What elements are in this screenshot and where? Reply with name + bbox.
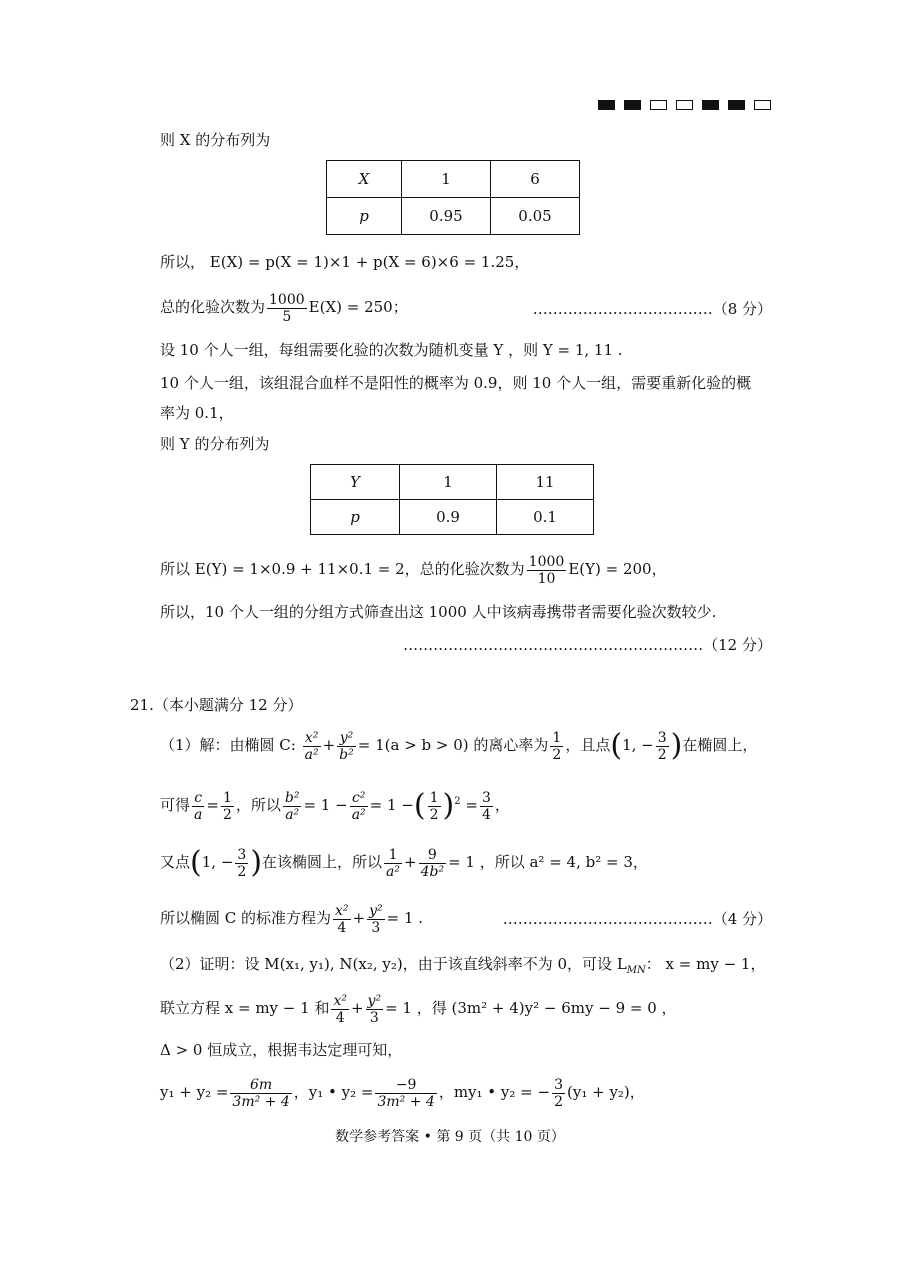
leader-dots: ……………………………………………………: [403, 636, 704, 654]
denominator: 10: [537, 570, 556, 587]
x-expectation: 所以， E(X) = p(X = 1)×1 + p(X = 6)×6 = 1.25，: [160, 253, 530, 271]
marker-filled: [624, 100, 641, 110]
q21-part1-standard-equation: 所以椭圆 C 的标准方程为 $\frac{\text{x²}}{4}$ + $\frac{\text{y²}}{3}$ = 1 .: [160, 902, 424, 936]
fraction-three-halves: $\frac{3}{2}$: [657, 729, 667, 763]
y-prob-line1: 10 个人一组，该组混合血样不是阳性的概率为 0.9，则 10 个人一组，需要重新化验的概: [160, 374, 752, 392]
text: ，y₁ • y₂ =: [293, 1083, 374, 1101]
table-value: 6: [491, 161, 580, 198]
y-expectation-line: [160, 552, 667, 587]
fraction-6m: [230, 1077, 291, 1110]
table-p-label: p: [327, 198, 402, 235]
numerator: 6m: [230, 1077, 291, 1094]
text: ，: [494, 796, 510, 814]
fraction-one-half: $\frac{1}{2}$: [552, 729, 562, 763]
denominator: 3m² + 4: [377, 1093, 435, 1110]
fraction-one-half: $\frac{1}{2}$: [429, 789, 439, 823]
text: = 1(a > b > 0) 的离心率为: [357, 736, 549, 754]
text: 又点: [160, 853, 191, 871]
score-4: [503, 908, 772, 929]
text: (y₁ + y₂)，: [567, 1083, 645, 1101]
table-prob: 0.05: [491, 198, 580, 235]
table-prob: 0.95: [402, 198, 491, 235]
x-total-line: [160, 290, 408, 325]
page-footer: 数学参考答案 • 第 9 页（共 10 页）: [335, 1129, 565, 1145]
fraction-c2-a2: $\frac{\text{c²}}{\text{a²}}$: [351, 789, 366, 823]
numerator: −9: [375, 1077, 436, 1094]
text: =: [206, 796, 219, 814]
table-var-label: Y: [311, 465, 400, 500]
q21-part2-system: 联立方程 x = my − 1 和 $\frac{\text{x²}}{4}$ + $\frac{\text{y²}}{3}$ = 1 ，得 (3m² + 4)y² − 6my − 9 = 0 ，: [160, 992, 677, 1026]
text: 联立方程 x = my − 1 和: [160, 999, 330, 1017]
x-distribution-intro: 则 X 的分布列为: [160, 131, 271, 149]
fraction: [527, 554, 567, 587]
text: 1, −: [622, 736, 654, 754]
q21-part1-point: 又点(1, − $\frac{3}{2}$ )在该椭圆上，所以 $\frac{1}{\text{a²}}$ + $\frac{9}{\text{4b²}}$ = 1 ，所以 a² = 4, b² = 3，: [160, 845, 648, 880]
fraction-c-a: $\frac{c}{a}$: [194, 789, 203, 823]
fraction-b2-a2: $\frac{\text{b²}}{\text{a²}}$: [284, 789, 300, 823]
leader-dots: ………………………………: [532, 300, 713, 318]
text: E(X) = 250；: [308, 298, 408, 316]
y-distribution-table: [310, 464, 594, 535]
text: （2）证明：设 M(x₁, y₁), N(x₂, y₂)，由于该直线斜率不为 0，可设 L: [160, 955, 627, 973]
text: 所以 E(Y) = 1×0.9 + 11×0.1 = 2，总的化验次数为: [160, 560, 525, 578]
text: =: [465, 796, 478, 814]
table-prob: 0.1: [497, 500, 594, 535]
fraction-x2-4: $\frac{\text{x²}}{4}$: [335, 902, 349, 936]
q21-part2-vieta: [160, 1070, 645, 1114]
text: ，所以: [235, 796, 281, 814]
text: 在该椭圆上，所以: [262, 853, 383, 871]
text: = 1 −: [303, 796, 348, 814]
y-conclusion: 所以，10 个人一组的分组方式筛查出这 1000 人中该病毒携带者需要化验次数较少.: [160, 603, 717, 621]
fraction-x2-a2: $\frac{\text{x²}}{\text{a²}}$: [304, 729, 319, 763]
q21-heading: 21.（本小题满分 12 分）: [130, 696, 303, 714]
denominator: 3m² + 4: [232, 1093, 290, 1110]
text: ： x = my − 1，: [645, 955, 766, 973]
numerator: 1000: [528, 553, 565, 570]
score-label: （8 分）: [712, 300, 772, 318]
q21-part2-setup: [160, 954, 765, 981]
fraction-three-halves: $\frac{3}{2}$: [237, 846, 247, 880]
fraction-three-halves: [552, 1077, 565, 1110]
score-12: [403, 634, 772, 655]
text: = 1 ，所以 a² = 4, b² = 3，: [448, 853, 648, 871]
marker-filled: [728, 100, 745, 110]
text: = 1 −: [369, 796, 414, 814]
fraction: [267, 292, 307, 325]
fraction-one-half: $\frac{1}{2}$: [222, 789, 232, 823]
fraction-y2-3: $\frac{\text{y²}}{3}$: [369, 902, 383, 936]
table-prob: 0.9: [400, 500, 497, 535]
table-p-label: p: [311, 500, 400, 535]
text: 总的化验次数为: [160, 298, 266, 316]
text: 在椭圆上，: [682, 736, 758, 754]
score-label: （12 分）: [703, 636, 772, 654]
q21-part1-line: （1）解：由椭圆 C: $\frac{\text{x²}}{\text{a²}}$ + $\frac{\text{y²}}{\text{b²}}$ = 1(a > b > 0) 的离心率为 $\frac{1}{2}$ ，且点(1, − $\frac{3}{2}$ )在椭圆上，: [160, 728, 758, 763]
numerator: 1000: [269, 291, 305, 308]
text: y₁ + y₂ =: [160, 1083, 229, 1101]
marker-filled: [598, 100, 615, 110]
fraction-neg9: [375, 1077, 436, 1110]
text: = 1 .: [386, 909, 424, 927]
text: = 1 ，得 (3m² + 4)y² − 6my − 9 = 0 ，: [385, 999, 677, 1017]
q21-part1-eccentricity: 可得 $\frac{c}{a}$ = $\frac{1}{2}$ ，所以 $\frac{\text{b²}}{\text{a²}}$ = 1 − $\frac{\text{c²}}{\text{a²}}$ = 1 −( $\frac{1}{2}$ )$^2$ = $\frac{3}{4}$ ，: [160, 788, 510, 823]
text: 可得: [160, 796, 191, 814]
q21-part2-delta: Δ > 0 恒成立，根据韦达定理可知，: [160, 1041, 403, 1059]
text: ，my₁ • y₂ = −: [438, 1083, 551, 1101]
table-value: 1: [402, 161, 491, 198]
fraction-y2-3: $\frac{\text{y²}}{3}$: [367, 992, 382, 1026]
numerator: 3: [554, 1076, 563, 1093]
denominator: 5: [282, 308, 292, 325]
text: ，且点: [565, 736, 611, 754]
y-setup: 设 10 个人一组，每组需要化验的次数为随机变量 Y ，则 Y = 1, 11 .: [160, 341, 623, 359]
text: 1, −: [201, 853, 234, 871]
y-prob-line2: 率为 0.1，: [160, 404, 234, 422]
fraction-y2-b2: $\frac{\text{y²}}{\text{b²}}$: [339, 729, 354, 763]
text: E(Y) = 200，: [568, 560, 667, 578]
leader-dots: ……………………………………: [502, 910, 713, 928]
marker-empty: [650, 100, 667, 110]
denominator: 2: [554, 1093, 563, 1110]
table-value: 1: [400, 465, 497, 500]
table-var-label: X: [327, 161, 402, 198]
text: 所以椭圆 C 的标准方程为: [160, 909, 332, 927]
text: （1）解：由椭圆 C:: [160, 736, 296, 754]
page-marker-squares: [598, 100, 771, 110]
table-value: 11: [497, 465, 594, 500]
score-label: （4 分）: [712, 910, 772, 928]
fraction-x2-4: $\frac{\text{x²}}{4}$: [333, 992, 347, 1026]
fraction-9-4b2: $\frac{9}{\text{4b²}}$: [420, 846, 445, 880]
marker-empty: [676, 100, 693, 110]
subscript: MN: [626, 965, 646, 976]
score-8: [533, 298, 772, 319]
marker-filled: [702, 100, 719, 110]
x-distribution-table: [326, 160, 580, 235]
fraction-1-a2: $\frac{1}{\text{a²}}$: [386, 846, 401, 880]
marker-empty: [754, 100, 771, 110]
fraction-three-quarters: $\frac{3}{4}$: [481, 789, 491, 823]
y-distribution-intro: 则 Y 的分布列为: [160, 435, 270, 453]
